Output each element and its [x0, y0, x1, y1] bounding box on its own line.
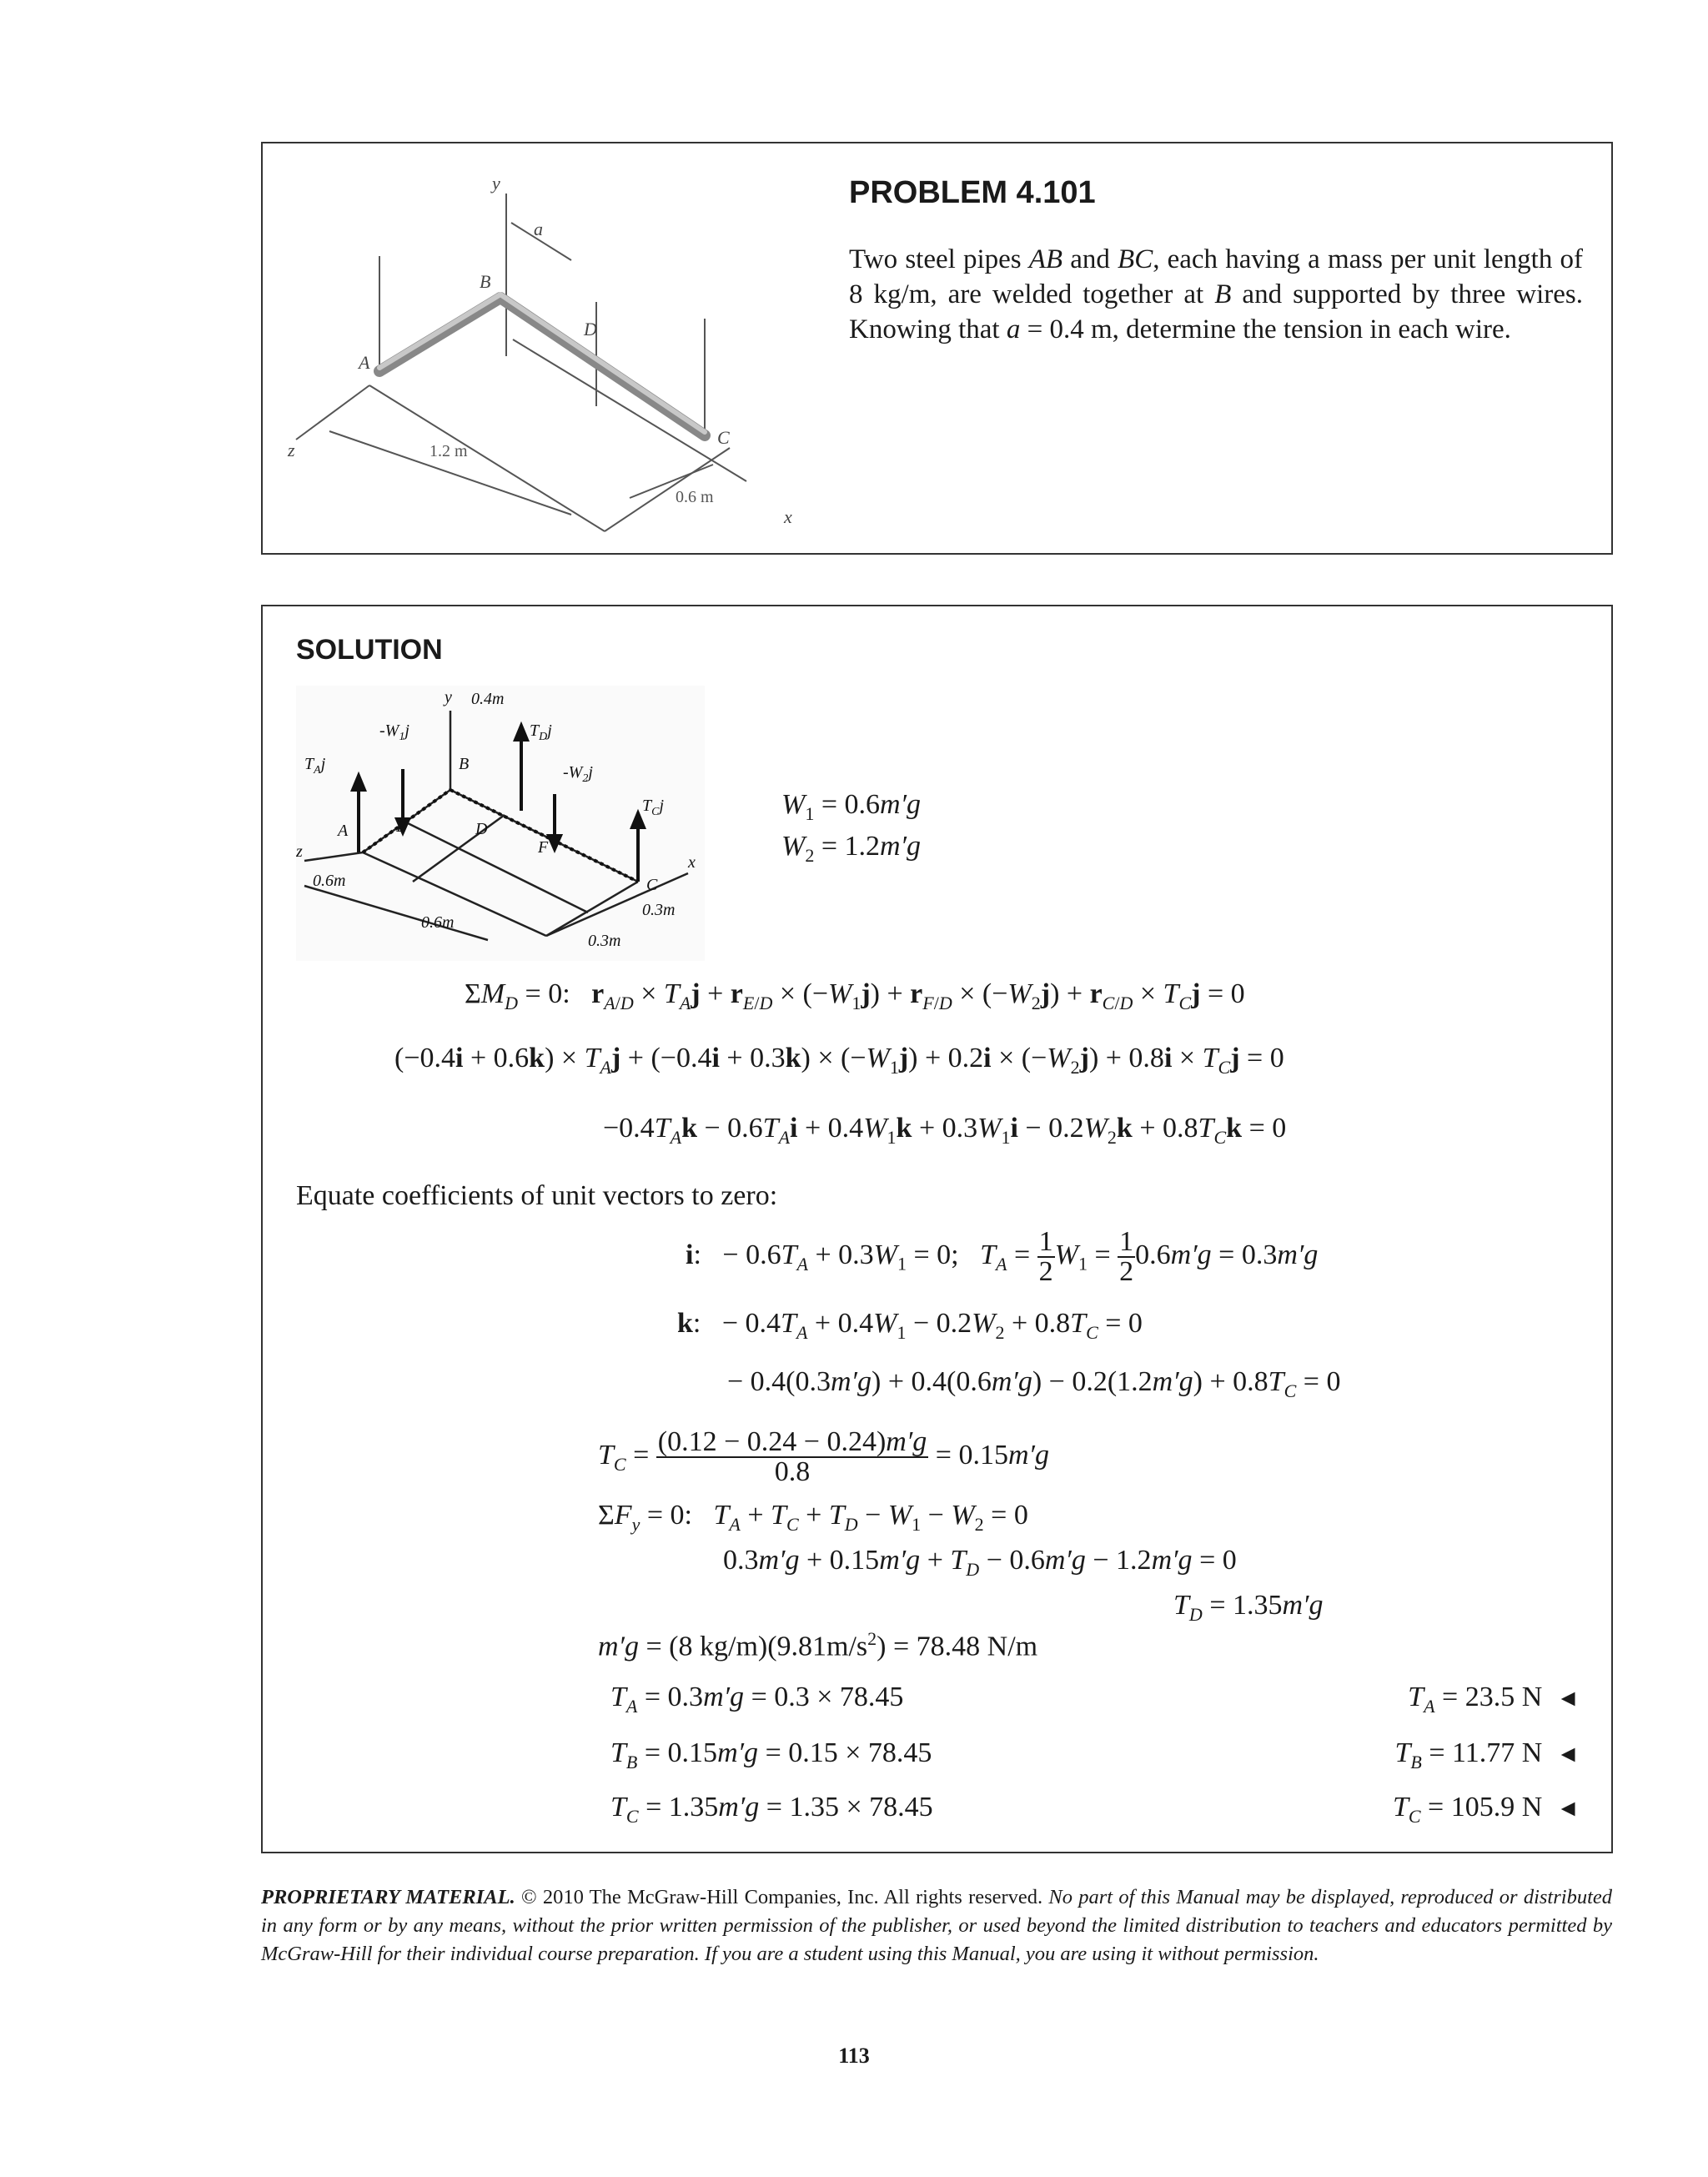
sketch-label-ta: $T_Aj$ [304, 755, 326, 777]
sketch-label-d1: 0.6m [313, 872, 346, 890]
sketch-label-w2: $-W_2j$ [563, 763, 593, 785]
answer-marker-icon: ◄ [1556, 1742, 1580, 1767]
eq-moment: $\Sigma M_D = 0$: $r_{A/D} \times T_Aj + r_{E/D} \times (-W_1j) + r_{F/D} \times (-W_2j) + r_{C/D} \times T_Cj = 0$ [465, 978, 1245, 1013]
problem-statement [849, 242, 1583, 347]
page-number: 113 [838, 2044, 870, 2068]
fig-dim-1: 1.2 m [430, 442, 468, 460]
fig-label-d: D [584, 319, 597, 339]
sketch-label-y: y [445, 688, 452, 706]
problem-box [261, 142, 1613, 555]
eq-tc: $T_C$ = $\frac{(0.12 - 0.24 - 0.24)m'g}{0.8}$ = 0.15m′g [598, 1426, 1049, 1487]
fig-label-z: z [288, 440, 295, 460]
eq-k-substituted: − $0.4(0.3m'g) + 0.4(0.6m'g) - 0.2(1.2m'g) + 0.8T_C = 0$ [727, 1366, 1341, 1401]
eq-i-component: i: − $0.6T_A + 0.3W_1 = 0$; $T_A$ = $\frac{1}{2}$ $W_1$ = $\frac{1}{2}$ 0.6m′g = 0.3m′g [686, 1226, 1319, 1287]
sketch-label-w1: $-W_1j$ [379, 721, 409, 743]
eq-sum-fy: $\Sigma F_y = 0$: $T_A + T_C + T_D - W_1 - W_2 = 0$ [598, 1500, 1028, 1535]
statement-segment: Two steel pipes [849, 244, 1029, 274]
fig-label-y: y [492, 173, 500, 194]
fig-label-a: a [534, 219, 543, 239]
sketch-label-d: D [475, 820, 488, 838]
answer-ta: $T_A = 23.5$ N ◄ [1408, 1682, 1580, 1717]
sketch-label-x: x [688, 853, 696, 872]
fig-label-x: x [784, 506, 792, 527]
eq-mg: m′g = (8 $kg/m)(9.81m/s^2) = 78.48$ N/m [598, 1628, 1038, 1662]
fig-dim-2: 0.6 m [676, 488, 714, 506]
statement-segment: and [1062, 244, 1118, 274]
sketch-label-z: z [296, 842, 303, 861]
equate-text: Equate coefficients of unit vectors to zero: [296, 1180, 778, 1211]
statement-segment: a [1006, 314, 1021, 344]
statement-segment: BC [1118, 244, 1153, 274]
eq-ta-calc: $T_A = 0.3m'g = 0.3 \times 78.45$ [610, 1682, 904, 1717]
solution-heading: SOLUTION [296, 634, 443, 666]
statement-segment: and supported by three wires. Knowing that [849, 279, 1583, 344]
eq-tc-calc: $T_C = 1.35m'g = 1.35 \times 78.45$ [610, 1792, 933, 1827]
fig-label-b: B [480, 271, 491, 292]
copyright-notice [261, 1883, 1612, 1968]
permission-notice: No part of this Manual may be displayed, reproduced or distributed in any form or by any means, without the prior written permission of the publisher, or used beyond the limited distribution to teachers and educators permitted by McGraw-Hill for their individual course preparation. If you are a student using this Manual, you are using it without permission. [261, 1886, 1612, 1965]
sketch-label-b: B [459, 755, 470, 773]
sketch-label-td: $T_Dj$ [530, 721, 552, 743]
answer-tb: $T_B = 11.77$ N ◄ [1394, 1737, 1580, 1772]
eq-moment-cross: $-0.4T_Ak - 0.6T_Ai + 0.4W_1k + 0.3W_1i - 0.2W_2k + 0.8T_Ck = 0$ [603, 1113, 1287, 1148]
sketch-label-a: A [338, 822, 349, 840]
eq-td: $T_D = 1.35m'g$ [1173, 1590, 1324, 1625]
solution-box [261, 605, 1613, 1853]
sketch-label-d2: 0.6m [421, 913, 455, 932]
sketch-label-c: C [646, 876, 658, 894]
sketch-label-e: E [396, 817, 407, 836]
problem-figure [279, 156, 846, 540]
eq-w1: $W_1 = 0.6m'g$ [781, 789, 922, 824]
fig-label-c: C [717, 427, 730, 448]
eq-w2: $W_2 = 1.2m'g$ [781, 831, 922, 866]
sketch-label-dim-top: 0.4m [471, 690, 505, 708]
fig-label-a-point: A [359, 352, 370, 373]
eq-fy-sub: $0.3m'g + 0.15m'g + T_D - 0.6m'g - 1.2m'g = 0$ [723, 1545, 1237, 1580]
statement-segment: , each having a mass per unit length of 8 kg/m, are welded together at [849, 244, 1583, 309]
sketch-label-tc: $T_Cj$ [642, 797, 665, 818]
statement-segment: = 0.4 m, determine the tension in each wire. [1020, 314, 1511, 344]
problem-title: PROBLEM 4.101 [849, 175, 1096, 210]
eq-moment-expanded: $(-0.4i + 0.6k) \times T_Aj + (-0.4i + 0.3k) \times (-W_1j) + 0.2i \times (-W_2j) + 0.8i \times T_Cj = 0$ [394, 1043, 1284, 1078]
answer-marker-icon: ◄ [1556, 1686, 1580, 1712]
proprietary-label: PROPRIETARY MATERIAL. [261, 1886, 515, 1908]
eq-k-component: k: − $0.4T_A + 0.4W_1 - 0.2W_2 + 0.8T_C = 0$ [677, 1308, 1143, 1343]
statement-segment: AB [1028, 244, 1063, 274]
sketch-label-f: F [538, 838, 549, 857]
statement-segment: B [1214, 279, 1232, 309]
solution-sketch [296, 686, 705, 961]
answer-tc: $T_C = 105.9$ N ◄ [1392, 1792, 1580, 1827]
copyright-text: © 2010 The McGraw-Hill Companies, Inc. All rights reserved. [515, 1886, 1049, 1908]
sketch-label-d3: 0.3m [642, 901, 676, 919]
eq-tb-calc: $T_B = 0.15m'g = 0.15 \times 78.45$ [610, 1737, 932, 1772]
sketch-label-d4: 0.3m [588, 932, 621, 950]
answer-marker-icon: ◄ [1556, 1796, 1580, 1822]
